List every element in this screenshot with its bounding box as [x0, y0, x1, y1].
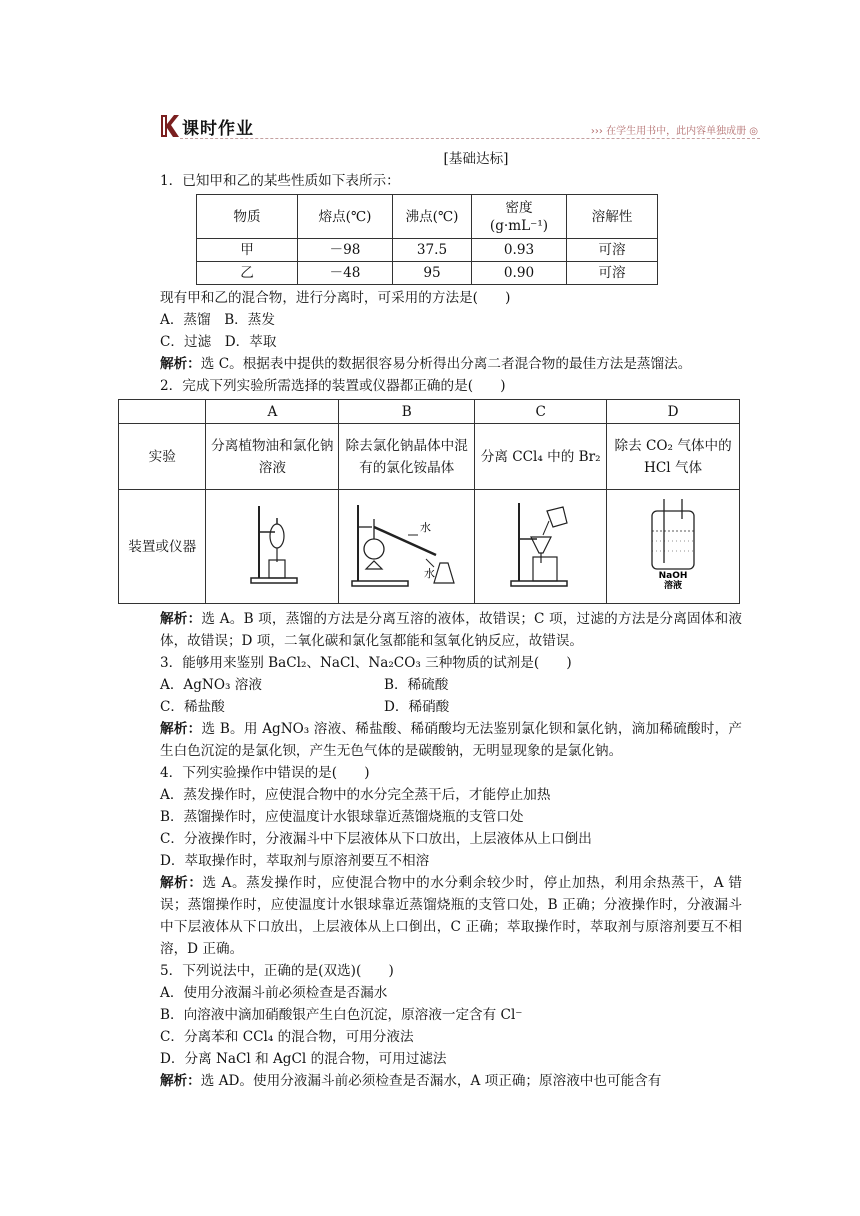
- q1-cell: 可溶: [567, 239, 658, 262]
- q2-table: [118, 399, 740, 604]
- q4-analysis-text: 选 A。蒸发操作时，应使混合物中的水分剩余较少时，停止加热，利用余热蒸干，A 错误；蒸馏操作时，应使温度计水银球靠近蒸馏烧瓶的支管口处，B 正确；分液操作时，分液漏斗中下层液体从下口放出，上层液体从上口倒出，C 正确；萃取操作时，萃取剂与原溶剂要互不相溶，D 正确。: [160, 875, 743, 957]
- q2-exp-b: 除去氯化钠晶体中混有的氯化铵晶体: [339, 424, 475, 490]
- q3-analysis-text: 选 B。用 AgNO₃ 溶液、稀盐酸、稀硝酸均无法鉴别氯化钡和氯化钠，滴加稀硫酸时，产生白色沉淀的是氯化钡，产生无色气体的是碳酸钠，无明显现象的是氯化钠。: [160, 721, 742, 759]
- analysis-label: 解析：: [160, 611, 202, 627]
- q1-header-density-label: 密度: [505, 199, 533, 216]
- naoh-label: NaOH: [658, 571, 688, 581]
- q1-cell: 37.5: [393, 239, 472, 262]
- q4-option-b: B．蒸馏操作时，应使温度计水银球靠近蒸馏烧瓶的支管口处: [160, 809, 524, 825]
- q2-corner: [119, 400, 206, 424]
- q4-option-a: A．蒸发操作时，应使混合物中的水分完全蒸干后，才能停止加热: [160, 787, 551, 803]
- separatory-funnel-icon: [237, 498, 307, 588]
- header-logo: [158, 112, 254, 140]
- q1-header-mp: 熔点(℃): [298, 195, 393, 239]
- q3-option-d: D．稀硝酸: [384, 699, 450, 715]
- analysis-label: 解析：: [160, 875, 203, 891]
- filtration-apparatus-icon: [501, 497, 581, 589]
- q1-cell: 甲: [197, 239, 298, 262]
- q2-exp-a: 分离植物油和氯化钠溶液: [206, 424, 339, 490]
- q2-exp-d: 除去 CO₂ 气体中的 HCl 气体: [607, 424, 740, 490]
- analysis-label: 解析：: [160, 721, 202, 737]
- q2-analysis: [160, 608, 742, 652]
- q2-apparatus-d: [607, 490, 740, 604]
- q1-header-density-unit: (g·mL⁻¹): [489, 217, 549, 234]
- worksheet-content: [128, 148, 743, 1092]
- q1-table: [196, 194, 658, 285]
- header-divider: [180, 138, 760, 139]
- distillation-apparatus-icon: [348, 497, 466, 589]
- q1-header-density: [472, 195, 567, 239]
- q3-options-row1: [160, 674, 742, 696]
- q1-options-ab: A．蒸馏 B．蒸发: [160, 312, 275, 328]
- q2-col-a: A: [206, 400, 339, 424]
- q1-cell: －98: [298, 239, 393, 262]
- q5-option-c: C．分离苯和 CCl₄ 的混合物，可用分液法: [160, 1029, 414, 1045]
- analysis-label: 解析：: [160, 1073, 201, 1089]
- q4-option-c: C．分液操作时，分液漏斗中下层液体从下口放出，上层液体从上口倒出: [160, 831, 592, 847]
- q2-col-c: C: [475, 400, 607, 424]
- q5-option-a: A．使用分液漏斗前必须检查是否漏水: [160, 985, 388, 1001]
- q3-option-c: C．稀盐酸: [160, 699, 225, 715]
- q2-apparatus-a: [206, 490, 339, 604]
- q1-cell: 乙: [197, 262, 298, 285]
- q5-option-d: D．分离 NaCl 和 AgCl 的混合物，可用过滤法: [160, 1051, 447, 1067]
- q2-col-d: D: [607, 400, 740, 424]
- q2-row-label: 实验: [119, 424, 206, 490]
- q2-row-label: 装置或仪器: [119, 490, 206, 604]
- q3-option-b: B．稀硫酸: [384, 677, 449, 693]
- q2-analysis-text: 选 A。B 项，蒸馏的方法是分离互溶的液体，故错误；C 项，过滤的方法是分离固体和液体，故错误；D 项，二氧化碳和氯化氢都能和氢氧化钠反应，故错误。: [160, 611, 743, 649]
- q1-cell: 0.93: [472, 239, 567, 262]
- analysis-label: 解析：: [160, 356, 201, 372]
- q5-analysis: [160, 1070, 742, 1092]
- q1-question: 现有甲和乙的混合物，进行分离时，可采用的方法是( ): [160, 290, 511, 306]
- table-row: [119, 490, 740, 604]
- q2-apparatus-c: [475, 490, 607, 604]
- logo-k-icon: [158, 113, 180, 139]
- q1-analysis-text: 选 C。根据表中提供的数据很容易分析得出分离二者混合物的最佳方法是蒸馏法。: [200, 356, 692, 372]
- header-note: ››› 在学生用书中，此内容单独成册 ◎: [590, 126, 758, 137]
- q1-analysis: [160, 353, 742, 375]
- q2-stem: 2．完成下列实验所需选择的装置或仪器都正确的是( ): [160, 378, 506, 394]
- q4-analysis: [160, 872, 742, 960]
- q3-options-row2: [160, 696, 742, 718]
- q5-analysis-text: 选 AD。使用分液漏斗前必须检查是否漏水，A 项正确；原溶液中也可能含有: [200, 1073, 662, 1089]
- q5-stem: 5．下列说法中，正确的是(双选)( ): [160, 963, 394, 979]
- water-outlet-label: 水: [423, 567, 435, 580]
- q3-stem: 3．能够用来鉴别 BaCl₂、NaCl、Na₂CO₃ 三种物质的试剂是( ): [160, 655, 572, 671]
- q3-option-a: A．AgNO₃ 溶液: [160, 677, 262, 693]
- q3-analysis: [160, 718, 742, 762]
- gas-washing-bottle-icon: [638, 497, 708, 589]
- q2-apparatus-b: [339, 490, 475, 604]
- q4-option-d: D．萃取操作时，萃取剂与原溶剂要互不相溶: [160, 853, 430, 869]
- solution-label: 溶液: [664, 581, 683, 589]
- q1-header-solubility: 溶解性: [567, 195, 658, 239]
- table-row: [197, 239, 658, 262]
- q4-stem: 4．下列实验操作中错误的是( ): [160, 765, 370, 781]
- q1-cell: 可溶: [567, 262, 658, 285]
- header-title: 课时作业: [182, 118, 254, 139]
- q1-header-substance: 物质: [197, 195, 298, 239]
- q2-exp-c: 分离 CCl₄ 中的 Br₂: [475, 424, 607, 490]
- q1-options-cd: C．过滤 D．萃取: [160, 334, 277, 350]
- q1-header-bp: 沸点(℃): [393, 195, 472, 239]
- q2-col-b: B: [339, 400, 475, 424]
- q1-cell: 0.90: [472, 262, 567, 285]
- q1-cell: －48: [298, 262, 393, 285]
- water-inlet-label: 水: [419, 521, 431, 534]
- q1-stem: 1．已知甲和乙的某些性质如下表所示：: [160, 173, 400, 189]
- q5-option-b: B．向溶液中滴加硝酸银产生白色沉淀，原溶液一定含有 Cl⁻: [160, 1007, 523, 1023]
- q1-cell: 95: [393, 262, 472, 285]
- section-title: [基础达标]: [443, 151, 509, 167]
- table-row: [119, 424, 740, 490]
- table-row: [197, 262, 658, 285]
